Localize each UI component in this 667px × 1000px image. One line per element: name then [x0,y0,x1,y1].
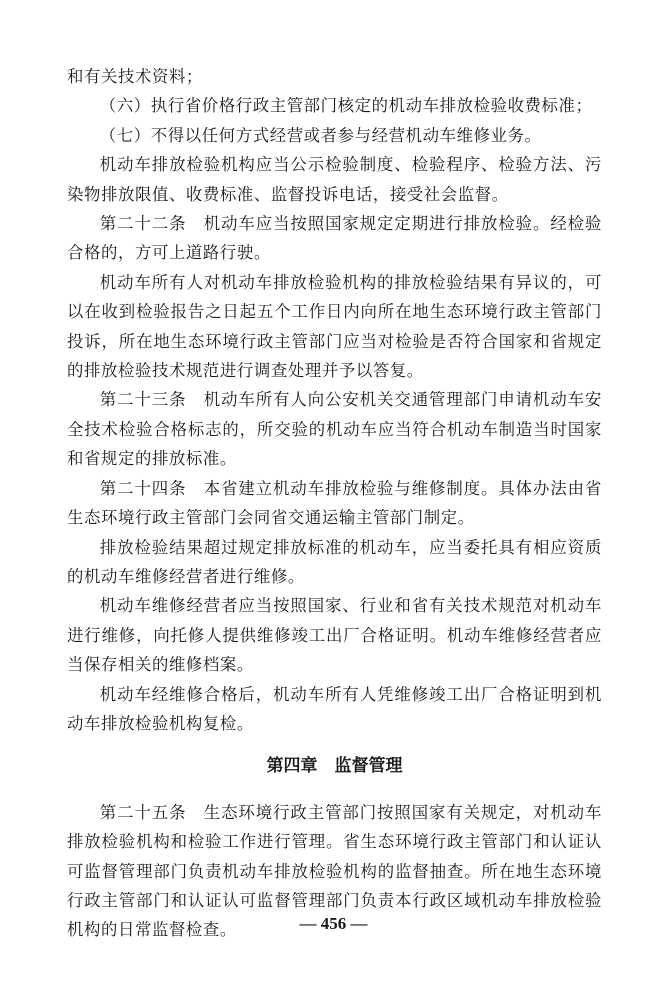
paragraph: 第二十三条 机动车所有人向公安机关交通管理部门申请机动车安全技术检验合格标志的，所交验的机动车应当符合机动车制造当时国家和省规定的排放标准。 [67,390,602,469]
paragraph: 和有关技术资料； [67,67,203,86]
paragraph: 机动车排放检验机构应当公示检验制度、检验程序、检验方法、污染物排放限值、收费标准、监督投诉电话，接受社会监督。 [67,155,602,204]
paragraph: 第二十二条 机动车应当按照国家规定定期进行排放检验。经检验合格的，方可上道路行驶。 [67,214,602,263]
document-body [67,62,602,945]
page-number: — 456 — [299,914,368,933]
paragraph: 机动车维修经营者应当按照国家、行业和省有关技术规范对机动车进行维修，向托修人提供维修竣工出厂合格证明。机动车维修经营者应当保存相关的维修档案。 [67,596,602,675]
paragraph: 机动车所有人对机动车排放检验机构的排放检验结果有异议的，可以在收到检验报告之日起五个工作日内向所在地生态环境行政主管部门投诉，所在地生态环境行政主管部门应当对检验是否符合国家和省规定的排放检验技术规范进行调查处理并予以答复。 [67,272,602,381]
paragraph: （七）不得以任何方式经营或者参与经营机动车维修业务。 [99,125,542,145]
paragraph: 第二十五条 生态环境行政主管部门按照国家有关规定，对机动车排放检验机构和检验工作进行管理。省生态环境行政主管部门和认证认可监督管理部门负责机动车排放检验机构的监督抽查。所在地生态环境行政主管部门和认证认可监督管理部门负责本行政区域机动车排放检验机构的日常监督检查。 [67,802,602,940]
chapter-heading: 第四章 监督管理 [266,756,403,777]
paragraph: 排放检验结果超过规定排放标准的机动车，应当委托具有相应资质的机动车维修经营者进行维修。 [67,537,602,586]
paragraph: 第二十四条 本省建立机动车排放检验与维修制度。具体办法由省生态环境行政主管部门会同省交通运输主管部门制定。 [67,478,602,528]
paragraphs-before-chapter [67,62,602,738]
paragraph: （六）执行省价格行政主管部门核定的机动车排放检验收费标准； [99,96,593,116]
paragraph: 机动车经维修合格后，机动车所有人凭维修竣工出厂合格证明到机动车排放检验机构复检。 [67,684,602,733]
